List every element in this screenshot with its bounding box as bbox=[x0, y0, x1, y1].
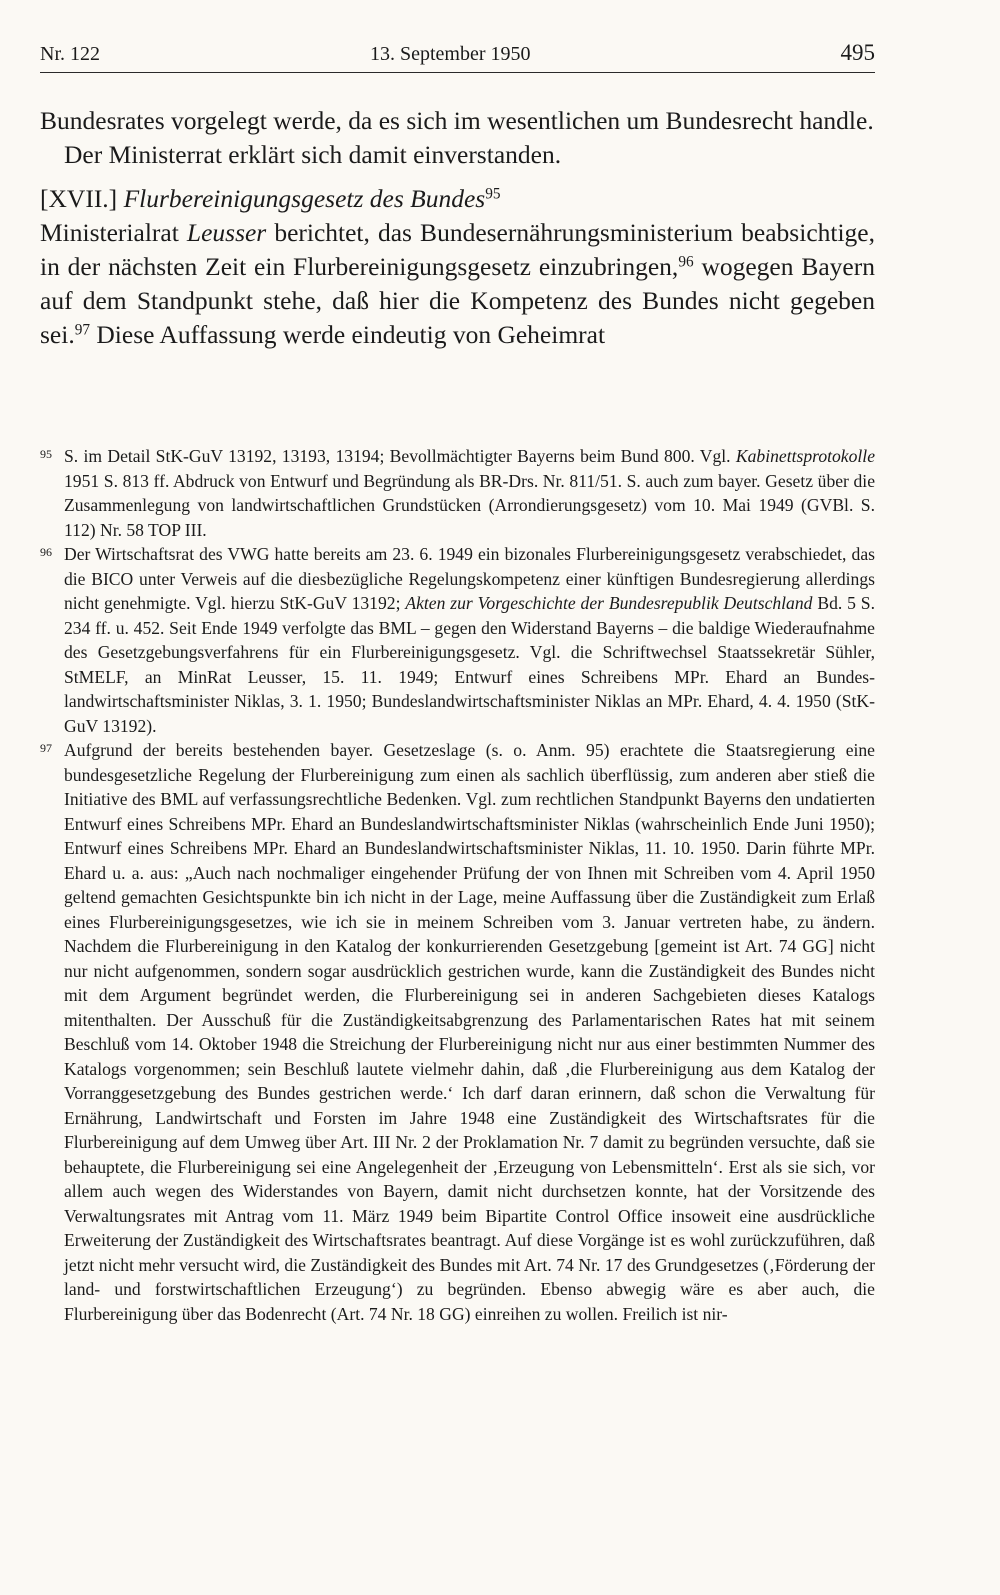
footnote-ref: 96 bbox=[678, 253, 694, 271]
footnote-text: Bd. 5 S. 234 ff. u. 452. Seit Ende 1949 verfolgte das BML – gegen den Widerstand Bayerns – die baldige Wiederaufnahme des Gesetzgebungsverfahrens für ein Flurbereinigungsgesetz. Vgl. die Schriftwechsel Staatssekretär Sühler, StMELF, an MinRat Leusser, 15. 11. 1949; Entwurf eines Schreibens MPr. Ehard an Bundeslandwirtschaftsminister Niklas, 3. 1. 1950; Bundeslandwirtschaftsminister Niklas an MPr. Ehard, 4. 4. 1950 (StK-GuV 13192). bbox=[64, 593, 875, 736]
section-title: Flurbereinigungsgesetz des Bundes bbox=[123, 184, 486, 213]
paragraph-text: Diese Auffassung werde eindeutig von Geheimrat bbox=[90, 320, 606, 349]
footnote-ref: 97 bbox=[74, 321, 90, 339]
section-heading bbox=[40, 182, 875, 216]
footnote-text: 1951 S. 813 ff. Abdruck von Entwurf und Begründung als BR-Drs. Nr. 811/51. S. auch zum bayer. Gesetz über die Zusammenlegung von landwirtschaftlichen Grundstücken (Arrondierungsgesetz) vom 10. Mai 1949 (GVBl. S. 112) Nr. 58 TOP III. bbox=[64, 470, 875, 540]
paragraph-text: Ministerialrat bbox=[40, 218, 187, 247]
footnote bbox=[40, 444, 875, 542]
footnote-italic: Akten zur Vorgeschichte der Bundesrepublik Deutschland bbox=[405, 593, 813, 613]
footnote bbox=[40, 542, 875, 738]
paragraph bbox=[40, 216, 875, 352]
footnote-text: S. im Detail StK-GuV 13192, 13193, 13194; Bevollmächtigter Bayerns beim Bund 800. Vgl. bbox=[64, 446, 736, 466]
document-number: Nr. 122 bbox=[40, 43, 100, 65]
footnote-number: 95 bbox=[40, 447, 52, 461]
paragraph-text: wogegen Bayern auf dem Standpunkt stehe, daß hier die Kompetenz des Bundes nicht gegeben sei. bbox=[40, 252, 875, 349]
footnote-number: 96 bbox=[40, 545, 52, 559]
footnote-italic: Kabinettsprotokolle bbox=[735, 446, 875, 466]
footnote-ref: 95 bbox=[485, 185, 501, 203]
person-name: Leusser bbox=[186, 218, 267, 247]
main-text bbox=[40, 104, 875, 352]
footnotes bbox=[40, 444, 875, 1326]
paragraph-text: berichtet, das Bundesernährungsministerium beabsichtige, in der nächsten Zeit ein Flurbereinigungsgesetz einzubringen, bbox=[40, 218, 875, 281]
page-header bbox=[40, 42, 875, 73]
footnote-number: 97 bbox=[40, 741, 52, 755]
paragraph: Bundesrates vorgelegt werde, da es sich im wesentlichen um Bundesrecht handle. bbox=[40, 106, 874, 135]
footnote bbox=[40, 738, 875, 1326]
footnote-text: Der Wirtschaftsrat des VWG hatte bereits am 23. 6. 1949 ein bizonales Flurbereinigungsgesetz verabschiedet, das die BICO unter Verweis auf die diesbezügliche Regelungskompetenz einer künftigen Bundesregierung allerdings nicht genehmigte. Vgl. hierzu StK-GuV 13192; bbox=[64, 544, 875, 613]
section-number: [XVII.] bbox=[40, 184, 118, 213]
header-date: 13. September 1950 bbox=[370, 43, 531, 65]
paragraph: Der Ministerrat erklärt sich damit einverstanden. bbox=[64, 140, 562, 169]
page-number: 495 bbox=[840, 40, 875, 65]
footnote-text: Aufgrund der bereits bestehenden bayer. Gesetzeslage (s. o. Anm. 95) erachtete die Staatsregierung eine bundesgesetzliche Regelung der Flurbereinigung zum einen als sachlich überflüssig, zum anderen aber stieß die Initiative des BML auf verfassungsrechtliche Bedenken. Vgl. zum rechtlichen Standpunkt Bayerns den undatierten Entwurf eines Schreibens MPr. Ehard an Bundeslandwirtschaftsminister Niklas (wahrscheinlich Ende Juni 1950); Entwurf eines Schreibens MPr. Ehard an Bundeslandwirtschaftsminister Niklas, 11. 10. 1950. Darin führte MPr. Ehard u. a. aus: „Auch nach nochmaliger eingehender Prüfung der von Ihnen mit Schreiben vom 4. April 1950 geltend gemachten Gesichtspunkte bin ich nicht in der Lage, meine Auffassung über die Zuständigkeit zum Erlaß eines Flurbereinigungsgesetzes, wie ich sie in meinem Schreiben vom 3. Januar vertreten habe, zu ändern. Nachdem die Flurbereinigung in den Katalog der konkurrierenden Gesetzgebung [gemeint ist Art. 74 GG] nicht nur nicht aufgenommen, sondern sogar ausdrücklich gestrichen wurde, kann die Zuständigkeit des Bundes nicht mit dem Argument begründet werden, die Flurbereinigung sei in anderen Sachgebieten dieses Katalogs mitenthalten. Der Ausschuß für die Zuständigkeitsabgrenzung des Parlamentarischen Rates hat mit seinem Beschluß vom 14. Oktober 1948 die Streichung der Flurbereinigung nicht nur aus einer bestimmten Nummer des Katalogs vorgenommen; sein Beschluß lautete vielmehr dahin, daß ‚die Flurbereinigung aus dem Katalog der Vorranggesetzgebung des Bundes gestrichen werde.‘ Ich darf daran erinnern, daß schon die Verwaltung für Ernährung, Landwirtschaft und Forsten im Jahre 1948 eine Zuständigkeit des Wirtschaftsrates für die Flurbereinigung auf dem Umweg über Art. III Nr. 2 der Proklamation Nr. 7 damit zu begründen versuchte, daß sie behauptete, die Flurbereinigung sei eine Angelegenheit der ‚Erzeugung von Lebensmitteln‘. Erst als sie sich, vor allem auch wegen des Widerstandes von Bayern, damit nicht durchsetzen konnte, hat der Vorsitzende des Verwaltungsrates mit Antrag vom 11. März 1949 beim Bipartite Control Office insoweit eine ausdrückliche Erweiterung der Zuständigkeit des Wirtschaftsrates beantragt. Auf diese Vorgänge ist es wohl zurückzuführen, daß jetzt nicht mehr versucht wird, die Zuständigkeit des Bundes mit Art. 74 Nr. 17 des Grundgesetzes (‚Förderung der land- und forstwirtschaftlichen Erzeugung‘) zu begründen. Ebenso abwegig wäre es aber auch, die Flurbereinigung über das Bodenrecht (Art. 74 Nr. 18 GG) einreihen zu wollen. Freilich ist nir- bbox=[64, 740, 875, 1324]
